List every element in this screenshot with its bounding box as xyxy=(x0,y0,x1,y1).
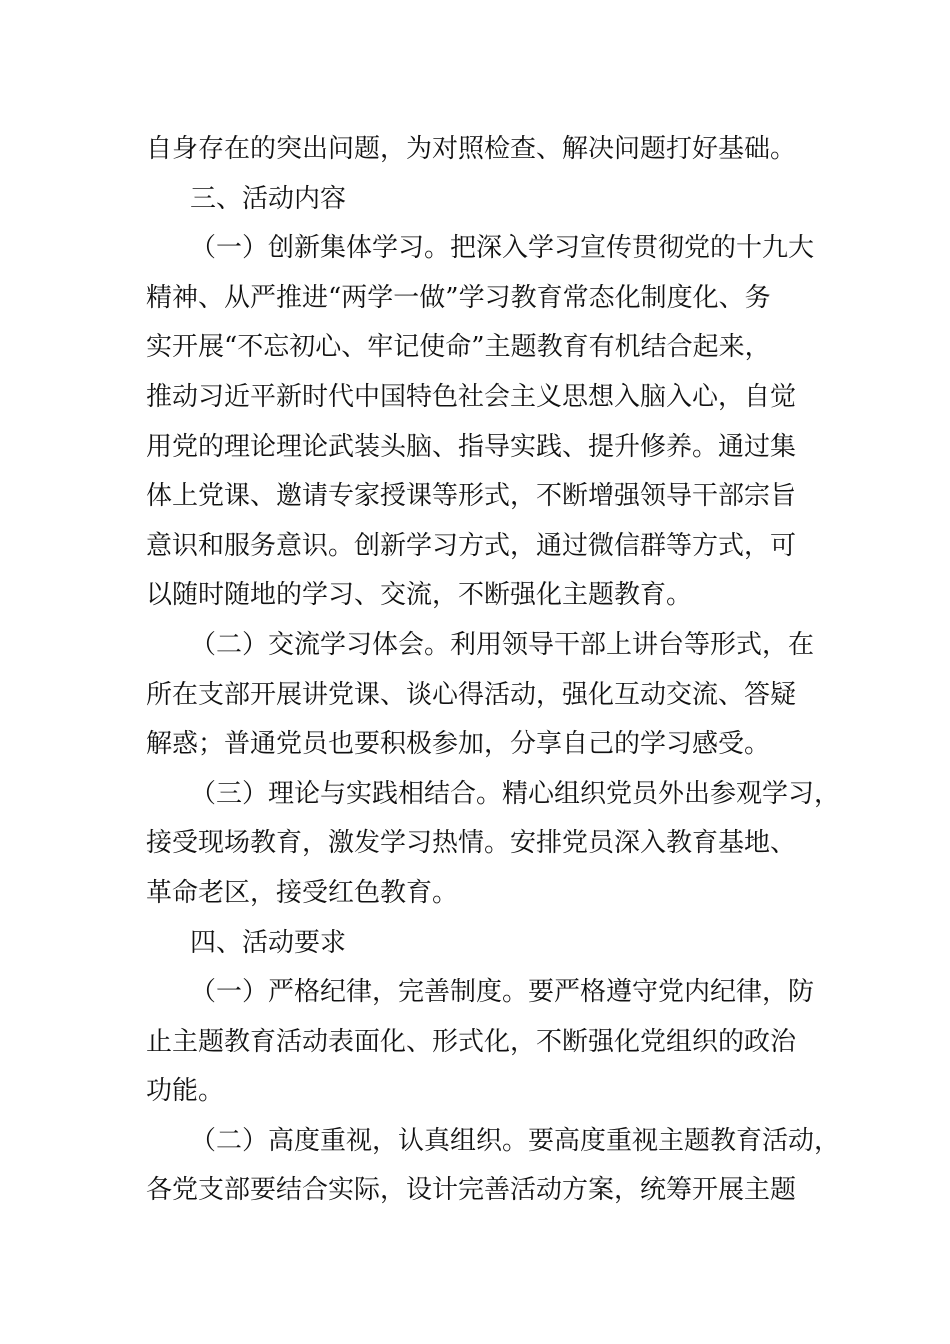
text-line-6: 推动习近平新时代中国特色社会主义思想入脑入心，自觉 xyxy=(146,381,797,412)
text-line-18: （一）严格纪律，完善制度。要严格遵守党内纪律，防 xyxy=(190,977,815,1008)
text-line-9: 意识和服务意识。创新学习方式，通过微信群等方式，可 xyxy=(146,530,797,561)
text-line-1: 自身存在的突出问题，为对照检查、解决问题打好基础。 xyxy=(146,134,797,164)
text-line-11: （二）交流学习体会。利用领导干部上讲台等形式，在 xyxy=(190,629,815,660)
text-line-10: 以随时随地的学习、交流，不断强化主题教育。 xyxy=(146,580,693,611)
text-line-5: 实开展“不忘初心、牢记使命”主题教育有机结合起来， xyxy=(146,332,771,363)
section-heading-activity-requirements: 四、活动要求 xyxy=(190,927,347,958)
text-line-3: （一）创新集体学习。把深入学习宣传贯彻党的十九大 xyxy=(190,233,815,264)
text-line-7: 用党的理论理论武装头脑、指导实践、提升修养。通过集 xyxy=(146,431,797,462)
section-heading-activity-content: 三、活动内容 xyxy=(190,183,347,214)
text-line-14: （三）理论与实践相结合。精心组织党员外出参观学习， xyxy=(190,778,841,809)
text-line-13: 解惑；普通党员也要积极参加，分享自己的学习感受。 xyxy=(146,729,771,760)
text-line-16: 革命老区，接受红色教育。 xyxy=(146,877,459,908)
document-body xyxy=(146,125,841,1216)
text-line-4: 精神、从严推进“两学一做”学习教育常态化制度化、务 xyxy=(146,282,771,313)
text-line-19: 止主题教育活动表面化、形式化，不断强化党组织的政治 xyxy=(146,1026,797,1057)
text-line-21: （二）高度重视，认真组织。要高度重视主题教育活动， xyxy=(190,1125,841,1156)
text-line-15: 接受现场教育，激发学习热情。安排党员深入教育基地、 xyxy=(146,828,797,859)
text-line-12: 所在支部开展讲党课、谈心得活动，强化互动交流、答疑 xyxy=(146,679,797,710)
text-line-8: 体上党课、邀请专家授课等形式，不断增强领导干部宗旨 xyxy=(146,481,797,512)
text-line-20: 功能。 xyxy=(146,1076,225,1107)
text-line-22: 各党支部要结合实际，设计完善活动方案，统筹开展主题 xyxy=(146,1175,797,1206)
